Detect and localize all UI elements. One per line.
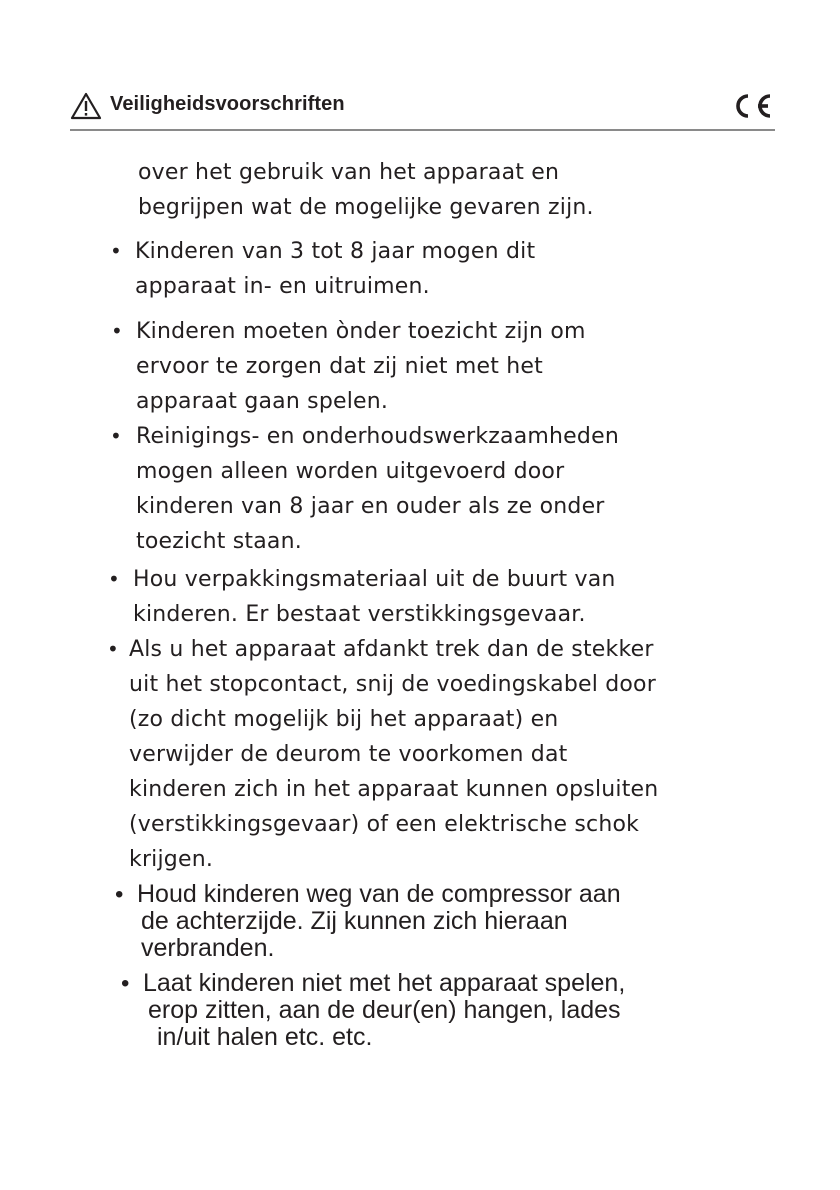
bullet: •: [108, 567, 120, 591]
bullet: •: [121, 970, 130, 997]
text-line: Reinigings- en onderhoudswerkzaamheden: [136, 424, 619, 449]
list-item: [110, 419, 619, 559]
text-line: kinderen van 8 jaar en ouder als ze onder: [136, 494, 605, 519]
header-divider: [70, 129, 775, 131]
text-line: mogen alleen worden uitgevoerd door: [136, 459, 565, 484]
text-line: kinderen zich in het apparaat kunnen opsluiten: [129, 777, 659, 802]
text-line: verwijder de deurom te voorkomen dat: [129, 742, 568, 767]
text-line: uit het stopcontact, snij de voedingskabel door: [129, 672, 656, 697]
list-item: [108, 562, 616, 632]
text-line: in/uit halen etc. etc.: [157, 1023, 373, 1051]
bullet: •: [107, 637, 119, 661]
ce-mark-icon: [730, 92, 774, 120]
text-line: apparaat in- en uitruimen.: [135, 274, 430, 299]
bullet: •: [115, 881, 124, 908]
list-item: [115, 880, 621, 962]
bullet: •: [110, 424, 122, 448]
text-line: verbranden.: [141, 934, 275, 962]
list-item: [111, 314, 586, 419]
text-line: Kinderen van 3 tot 8 jaar mogen dit: [135, 239, 536, 264]
text-line: begrijpen wat de mogelijke gevaren zijn.: [138, 195, 594, 220]
text-line: erop zitten, aan de deur(en) hangen, lades: [148, 996, 621, 1024]
page-header: [70, 90, 775, 132]
text-line: ervoor te zorgen dat zij niet met het: [136, 354, 543, 379]
text-line: (zo dicht mogelijk bij het apparaat) en: [129, 707, 559, 732]
text-line: (verstikkingsgevaar) of een elektrische schok: [129, 812, 640, 837]
text-line: over het gebruik van het apparaat en: [138, 160, 560, 185]
text-line: Houd kinderen weg van de compressor aan: [137, 880, 621, 908]
continuation-text: [138, 155, 594, 225]
page-title: Veiligheidsvoorschriften: [110, 93, 345, 115]
text-line: apparaat gaan spelen.: [136, 389, 389, 414]
warning-triangle-icon: [70, 92, 102, 120]
text-line: toezicht staan.: [136, 529, 302, 554]
list-item: [121, 969, 626, 1051]
list-item: [110, 234, 536, 304]
text-line: Hou verpakkingsmateriaal uit de buurt van: [133, 567, 616, 592]
text-line: Kinderen moeten ònder toezicht zijn om: [136, 319, 586, 344]
text-line: Als u het apparaat afdankt trek dan de stekker: [129, 637, 654, 662]
text-line: Laat kinderen niet met het apparaat spelen,: [143, 969, 626, 997]
list-item: [107, 632, 659, 877]
bullet: •: [111, 319, 123, 343]
bullet: •: [110, 239, 122, 263]
text-line: de achterzijde. Zij kunnen zich hieraan: [141, 907, 568, 935]
text-line: krijgen.: [129, 847, 214, 872]
text-line: kinderen. Er bestaat verstikkingsgevaar.: [133, 602, 586, 627]
